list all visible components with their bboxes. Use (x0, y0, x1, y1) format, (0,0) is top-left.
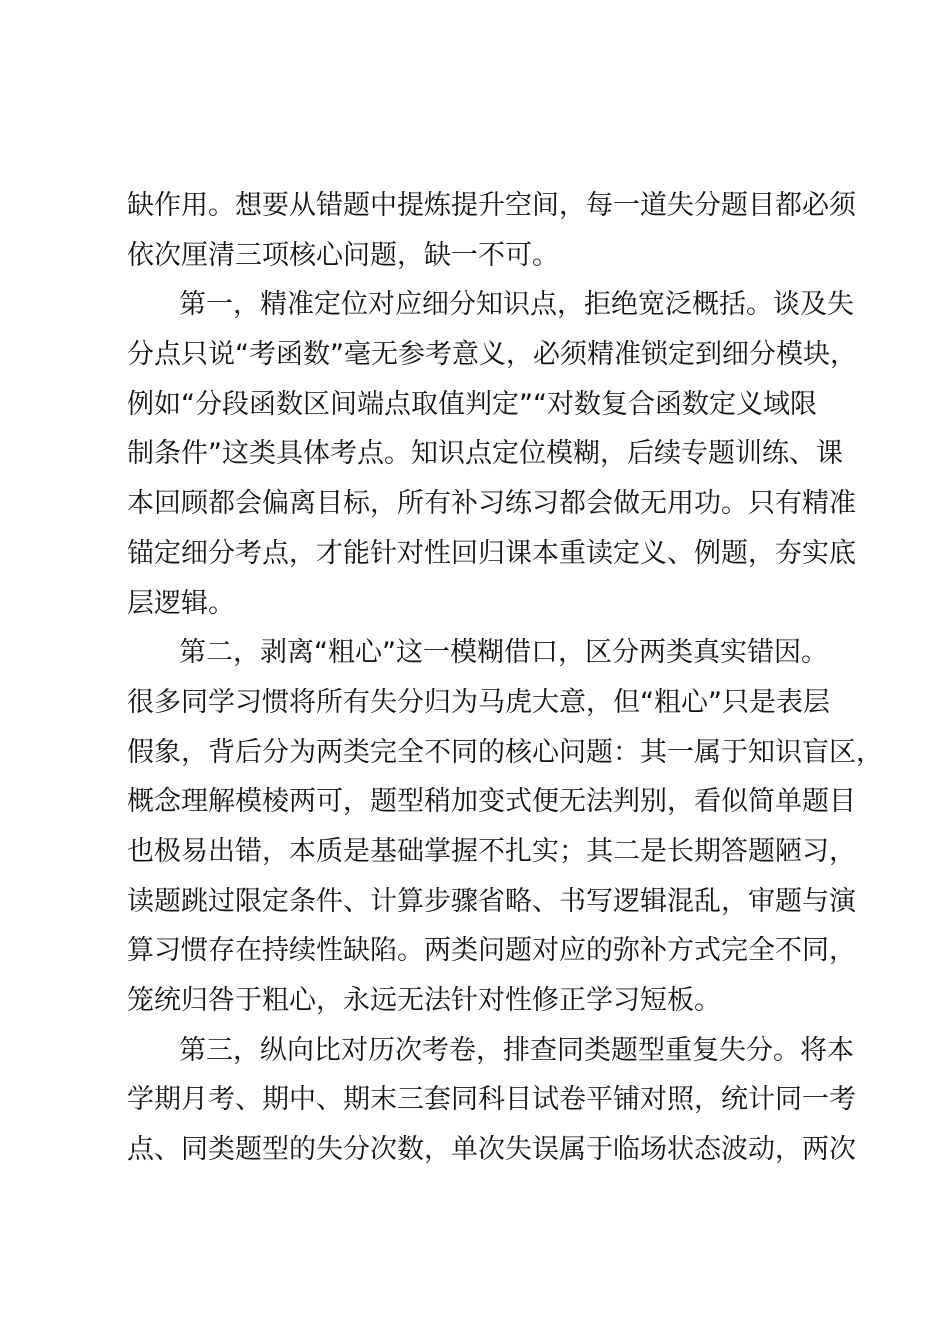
text-line: 假象，背后分为两类完全不同的核心问题：其一属于知识盲区， (127, 736, 883, 768)
document-body (127, 181, 883, 1175)
text-line: 概念理解模棱两可，题型稍加变式便无法判别，看似简单题目 (127, 786, 856, 818)
text-line: 学期月考、期中、期末三套同科目试卷平铺对照，统计同一考 (127, 1084, 856, 1116)
paragraph-first-line: 第三，纵向比对历次考卷，排查同类题型重复失分。将本 (179, 1034, 854, 1066)
text-line: 缺作用。想要从错题中提炼提升空间，每一道失分题目都必须 (127, 190, 856, 221)
text-line: 读题跳过限定条件、计算步骤省略、书写逻辑混乱，审题与演 (127, 885, 856, 917)
paragraph-first-line: 第二，剥离“粗心”这一模糊借口，区分两类真实错因。 (179, 637, 828, 669)
text-line: 分点只说“考函数”毫无参考意义，必须精准锁定到细分模块， (127, 339, 857, 371)
paragraph-first-line: 第一，精准定位对应细分知识点，拒绝宽泛概括。谈及失 (179, 289, 854, 321)
text-line: 算习惯存在持续性缺陷。两类问题对应的弥补方式完全不同， (127, 935, 856, 967)
text-line: 层逻辑。 (127, 587, 235, 619)
text-line: 例如“分段函数区间端点取值判定”“对数复合函数定义域限 (127, 388, 817, 420)
text-line: 点、同类题型的失分次数，单次失误属于临场状态波动，两次 (127, 1134, 856, 1166)
text-line: 制条件”这类具体考点。知识点定位模糊，后续专题训练、课 (127, 438, 843, 470)
text-line: 本回顾都会偏离目标，所有补习练习都会做无用功。只有精准 (127, 488, 856, 520)
text-line: 锚定细分考点，才能针对性回归课本重读定义、例题，夯实底 (127, 537, 856, 569)
text-line: 很多同学习惯将所有失分归为马虎大意，但“粗心”只是表层 (127, 686, 830, 718)
text-line: 依次厘清三项核心问题，缺一不可。 (127, 239, 559, 271)
text-line: 笼统归咎于粗心，永远无法针对性修正学习短板。 (127, 985, 721, 1016)
text-line: 也极易出错，本质是基础掌握不扎实；其二是长期答题陋习， (127, 835, 856, 867)
